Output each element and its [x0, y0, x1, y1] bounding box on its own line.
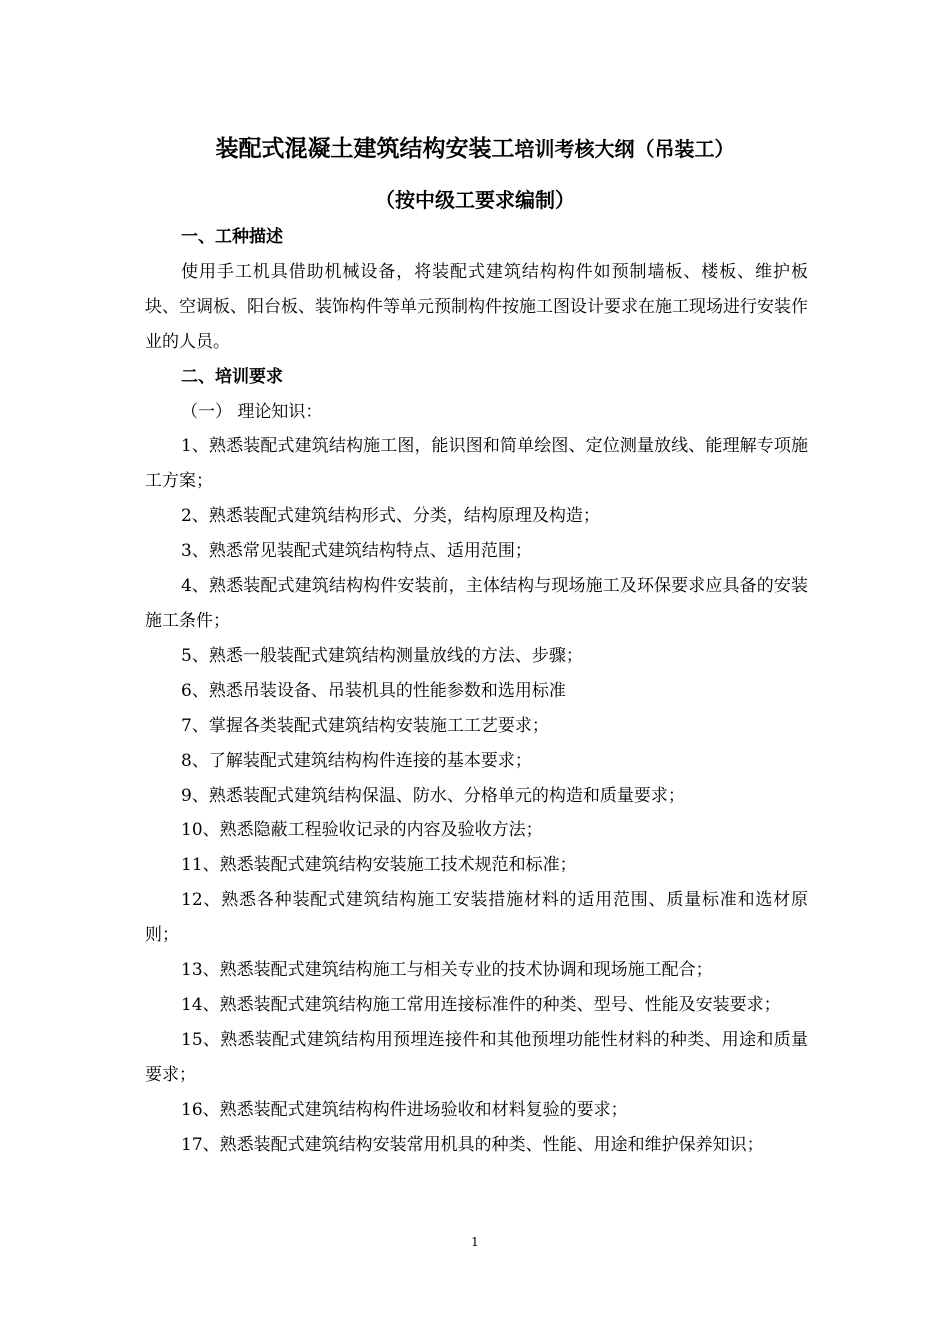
list-item: 9、熟悉装配式建筑结构保温、防水、分格单元的构造和质量要求；	[181, 785, 685, 806]
list-item: 10、熟悉隐蔽工程验收记录的内容及验收方法；	[181, 820, 543, 841]
list-item: 1、熟悉装配式建筑结构施工图，能识图和简单绘图、定位测量放线、能理解专项施工方案；	[145, 436, 808, 492]
page-number: 1	[471, 1235, 479, 1249]
title-sub: 培训考核大纲（吊装工）	[514, 137, 735, 161]
list-item: 2、熟悉装配式建筑结构形式、分类，结构原理及构造；	[181, 506, 600, 527]
section-heading-training-requirements: 二、培训要求	[181, 366, 283, 387]
list-item: 3、熟悉常见装配式建筑结构特点、适用范围；	[181, 541, 532, 562]
title-main: 装配式混凝土建筑结构安装工	[215, 135, 515, 162]
list-item: 8、了解装配式建筑结构构件连接的基本要求；	[181, 750, 532, 771]
list-item: 11、熟悉装配式建筑结构安装施工技术规范和标准；	[181, 855, 577, 876]
section-heading-job-description: 一、工种描述	[181, 227, 283, 247]
list-item: 13、熟悉装配式建筑结构施工与相关专业的技术协调和现场施工配合；	[181, 960, 713, 981]
document-title	[0, 131, 950, 169]
document-subtitle: （按中级工要求编制）	[375, 188, 575, 212]
list-item: 6、熟悉吊装设备、吊装机具的性能参数和选用标准	[181, 680, 566, 701]
list-item: 16、熟悉装配式建筑结构构件进场验收和材料复验的要求；	[181, 1099, 628, 1120]
document-body	[145, 220, 808, 1162]
list-item: 17、熟悉装配式建筑结构安装常用机具的种类、性能、用途和维护保养知识；	[181, 1134, 764, 1155]
list-item: 7、掌握各类装配式建筑结构安装施工工艺要求；	[181, 715, 549, 736]
list-item: 15、熟悉装配式建筑结构用预埋连接件和其他预埋功能性材料的种类、用途和质量要求；	[145, 1029, 808, 1085]
paragraph-job-description: 使用手工机具借助机械设备，将装配式建筑结构构件如预制墙板、楼板、维护板块、空调板、阳台板、装饰构件等单元预制构件按施工图设计要求在施工现场进行安装作业的人员。	[145, 261, 808, 352]
list-item: 12、熟悉各种装配式建筑结构施工安装措施材料的适用范围、质量标准和选材原则；	[145, 890, 808, 946]
list-item: 5、熟悉一般装配式建筑结构测量放线的方法、步骤；	[181, 645, 583, 666]
subsection-heading-theory: （一） 理论知识：	[181, 401, 323, 422]
list-item: 14、熟悉装配式建筑结构施工常用连接标准件的种类、型号、性能及安装要求；	[181, 994, 781, 1015]
list-item: 4、熟悉装配式建筑结构构件安装前，主体结构与现场施工及环保要求应具备的安装施工条件；	[145, 576, 808, 631]
